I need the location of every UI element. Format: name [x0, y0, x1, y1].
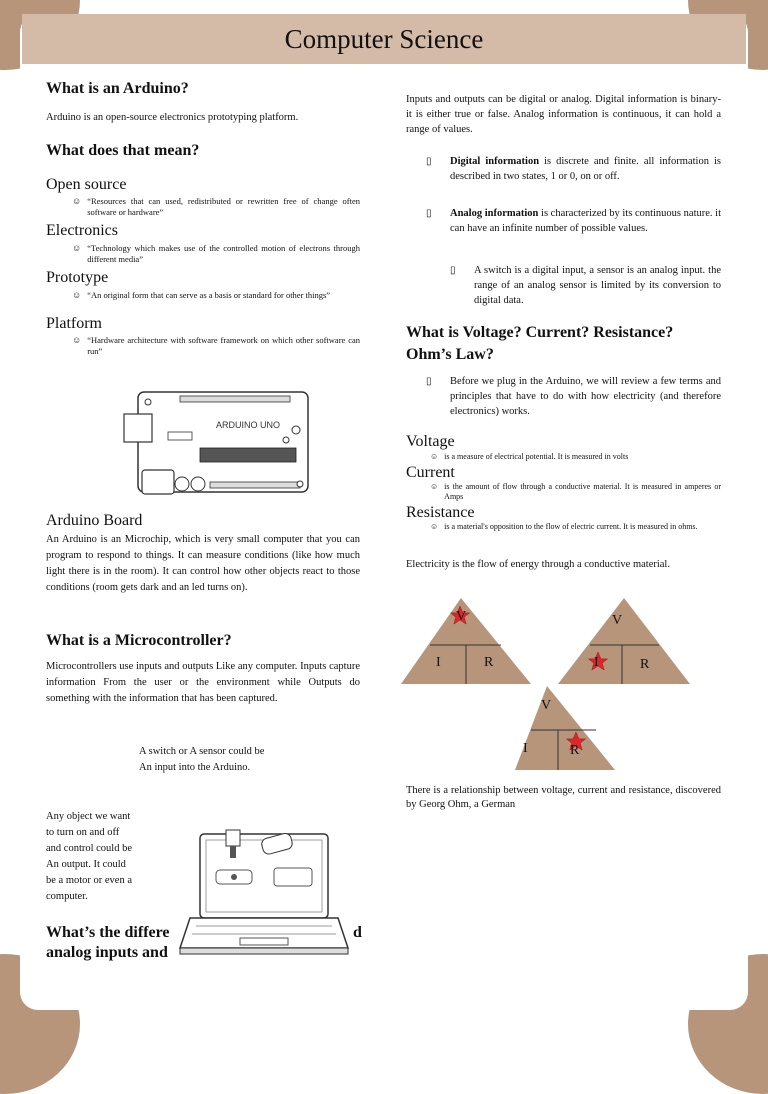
switch-sensor-caption: A switch or A sensor could be An input into the Arduino.: [139, 746, 265, 773]
heading-difference-part1-end: d: [353, 924, 362, 941]
svg-text:R: R: [570, 743, 580, 758]
definition-resistance: ☺ is a material's opposition to the flow of electric current. It is measured in ohms.: [430, 522, 698, 531]
bullet-icon: ▯: [450, 265, 456, 276]
bullet-icon: ☺: [72, 243, 82, 253]
ohms-law-triangles: [400, 598, 692, 788]
bullet-icon: ☺: [430, 482, 439, 491]
svg-text:I: I: [594, 655, 599, 670]
bullet-icon: ▯: [426, 208, 432, 219]
bullet-icon: ☺: [430, 522, 439, 531]
bullet-icon: ☺: [72, 290, 82, 300]
electricity-definition: Electricity is the flow of energy through a conductive material.: [406, 559, 670, 570]
heading-difference-part1: What’s the differe: [46, 924, 170, 941]
microcontroller-text: Microcontrollers use inputs and outputs Like any computer. Inputs capture information From the user or the environment while Outputs do something with the information that has been captured.: [46, 661, 360, 704]
term-current: Current: [406, 464, 455, 481]
svg-text:V: V: [456, 609, 467, 624]
bullet-icon: ▯: [426, 156, 432, 167]
svg-text:V: V: [612, 613, 623, 628]
arduino-definition: Arduino is an open-source electronics prototyping platform.: [46, 112, 299, 123]
bullet-icon: ▯: [426, 376, 432, 387]
svg-text:R: R: [640, 657, 650, 672]
definition-electronics: ☺ “Technology which makes use of the controlled motion of electrons through different media”: [72, 243, 360, 264]
term-open-source: Open source: [46, 176, 127, 193]
heading-arduino-board: Arduino Board: [46, 512, 143, 529]
heading-difference-part2: analog inputs and: [46, 944, 168, 961]
svg-text:I: I: [436, 655, 441, 670]
triangle-voltage: [401, 598, 531, 684]
svg-text:I: I: [523, 741, 528, 756]
bullet-switch-sensor: ▯ A switch is a digital input, a sensor is an analog input. the range of an analog sensor is limited by its conversion to digital data.: [450, 265, 721, 306]
inputs-outputs-intro: Inputs and outputs can be digital or analog. Digital information is binary- it is either true or false. Analog information is continuous, it can hold a range of values.: [406, 94, 721, 135]
term-prototype: Prototype: [46, 269, 109, 286]
bullet-review-terms: ▯ Before we plug in the Arduino, we will review a few terms and principles that have to do with how electricity (and therefore electronics) works.: [426, 376, 721, 417]
definition-prototype: ☺ “An original form that can serve as a basis or standard for other things”: [72, 290, 331, 300]
term-voltage: Voltage: [406, 433, 455, 450]
bullet-icon: ☺: [430, 452, 439, 461]
heading-microcontroller: What is a Microcontroller?: [46, 632, 232, 649]
title-banner: [22, 14, 746, 64]
page-title: Computer Science: [284, 23, 484, 54]
svg-text:UNO: UNO: [260, 420, 280, 430]
triangle-current: [558, 598, 690, 684]
definition-platform: ☺ “Hardware architecture with software framework on which other software can run”: [72, 335, 360, 356]
arduino-board-image: [120, 388, 312, 500]
output-caption: Any object we want to turn on and off and control could be An output. It could be a motor or even a computer.: [46, 811, 133, 902]
bullet-analog-information: ▯ Analog information is characterized by its continuous nature. it can have an infinite number of possible values.: [426, 208, 721, 234]
heading-what-is-arduino: What is an Arduino?: [46, 80, 189, 97]
bullet-digital-information: ▯ Digital information is discrete and finite. all information is described in two states, 1 or 0, on or off.: [426, 156, 722, 182]
svg-text:ARDUINO: ARDUINO: [216, 420, 258, 430]
heading-voltage-current-resistance: What is Voltage? Current? Resistance? Ohm’s Law?: [406, 324, 674, 363]
term-resistance: Resistance: [406, 504, 475, 521]
svg-text:R: R: [484, 655, 494, 670]
arduino-board-text: An Arduino is an Microchip, which is very small computer that you can program to respond to things. It can measure conditions (like how much light there is in the room). It can control how other objects react to those conditions (room gets dark and an led turns on).: [46, 534, 360, 593]
definition-open-source: ☺ “Resources that can used, redistributed or rewritten free of change often software or hardware”: [72, 196, 360, 217]
svg-text:V: V: [541, 698, 552, 713]
triangle-resistance: [515, 686, 615, 770]
term-electronics: Electronics: [46, 222, 118, 239]
bullet-icon: ☺: [72, 196, 82, 206]
heading-what-does-that-mean: What does that mean?: [46, 142, 200, 159]
laptop-image: [176, 824, 352, 966]
term-platform: Platform: [46, 315, 102, 332]
definition-voltage: ☺ is a measure of electrical potential. It is measured in volts: [430, 452, 629, 461]
definition-current: ☺ is the amount of flow through a conductive material. It is measured in amperes or Amps: [430, 482, 721, 501]
bullet-icon: ☺: [72, 335, 82, 345]
ohm-relationship-text: There is a relationship between voltage, current and resistance, discovered by Georg Ohm, a German: [406, 785, 721, 810]
